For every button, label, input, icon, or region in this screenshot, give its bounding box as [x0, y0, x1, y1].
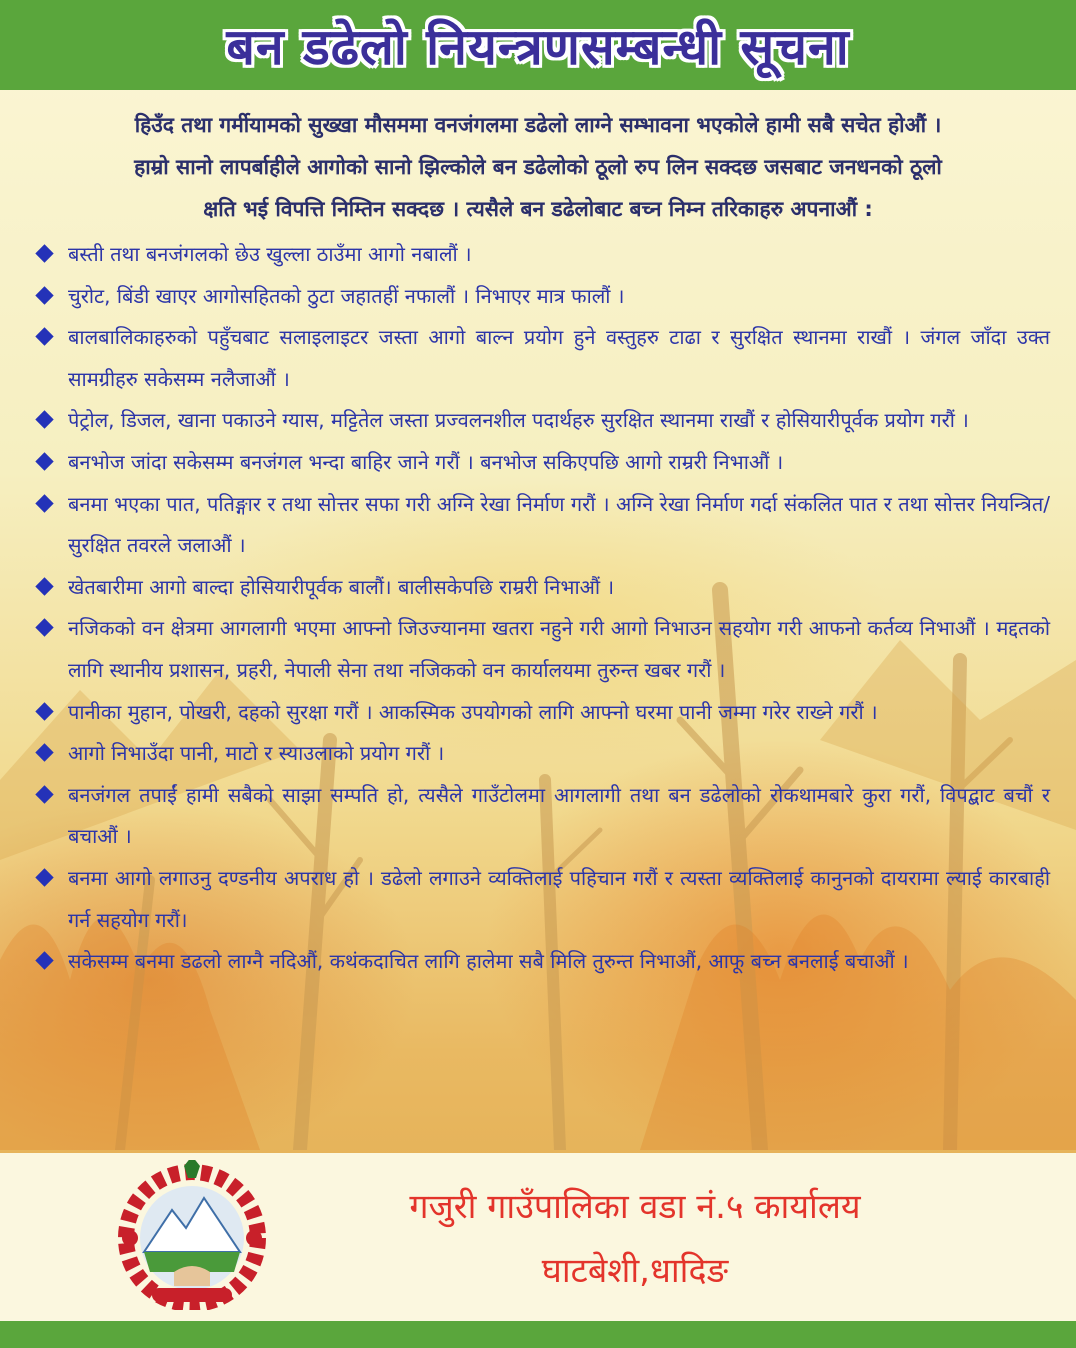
- list-item: [36, 442, 1050, 484]
- list-item: [36, 775, 1050, 858]
- diamond-bullet-icon: [35, 951, 53, 969]
- diamond-bullet-icon: [35, 244, 53, 262]
- diamond-bullet-icon: [35, 286, 53, 304]
- list-item: [36, 608, 1050, 691]
- diamond-bullet-icon: [35, 411, 53, 429]
- intro-line: हिउँद तथा गर्मीयामको सुख्खा मौसममा वनजंगलमा डढेलो लाग्ने सम्भावना भएकोले हामी सबै सचेत होऔं ।: [134, 113, 942, 137]
- list-item-text: नजिकको वन क्षेत्रमा आगलागी भएमा आफ्नो जिउज्यानमा खतरा नहुने गरी आगो निभाउन सहयोग गरी आफनो कर्तव्य निभाऔं । मद्दतको लागि स्थानीय प्रशासन, प्रहरी, नेपाली सेना तथा नजिकको वन कार्यालयमा तुरुन्त खबर गरौं ।: [68, 616, 1050, 682]
- list-item-text: बनजंगल तपाईं हामी सबैको साझा सम्पति हो, त्यसैले गाउँटोलमा आगलागी तथा बन डढेलोको रोकथामबारे कुरा गरौं, विपद्बाट बचौं र बचाऔं ।: [68, 782, 1050, 849]
- diamond-bullet-icon: [35, 619, 53, 637]
- intro-line: क्षति भई विपत्ति निम्तिन सक्दछ । त्यसैले बन डढेलोबाट बच्न निम्न तरिकाहरु अपनाऔं :: [203, 197, 873, 221]
- list-item: [36, 941, 1050, 983]
- safety-tips-list: [36, 234, 1050, 983]
- diamond-bullet-icon: [35, 743, 53, 761]
- list-item-text: बनभोज जांदा सकेसम्म बनजंगल भन्दा बाहिर जाने गरौं । बनभोज सकिएपछि आगो राम्ररी निभाऔं ।: [68, 449, 784, 474]
- nepal-government-emblem-icon: [112, 1160, 272, 1310]
- list-item-text: बालबालिकाहरुको पहुँचबाट सलाइलाइटर जस्ता आगो बाल्न प्रयोग हुने वस्तुहरु टाढा र सुरक्षित स्थानमा राखौं । जंगल जाँदा उक्त सामग्रीहरु सकेसम्म नलैजाऔं ।: [68, 325, 1050, 391]
- list-item-text: पानीका मुहान, पोखरी, दहको सुरक्षा गरौं । आकस्मिक उपयोगको लागि आफ्नो घरमा पानी जम्मा गरेर राख्ने गरौं ।: [68, 699, 878, 724]
- office-name: गजुरी गाउँपालिका वडा नं.५ कार्यालय: [409, 1187, 861, 1227]
- diamond-bullet-icon: [35, 494, 53, 512]
- diamond-bullet-icon: [35, 327, 53, 345]
- list-item: [36, 400, 1050, 442]
- intro-line: हाम्रो सानो लापर्बाहीले आगोको सानो झिल्कोले बन डढेलोको ठूलो रुप लिन सक्दछ जसबाट जनधनको ठूलो: [134, 155, 942, 179]
- list-item-text: सकेसम्म बनमा डढलो लाग्नै नदिऔं, कथंकदाचित लागि हालेमा सबै मिलि तुरुन्त निभाऔं, आफू बच्न बनलाई बचाऔं ।: [68, 949, 909, 974]
- diamond-bullet-icon: [35, 702, 53, 720]
- diamond-bullet-icon: [35, 577, 53, 595]
- list-item-text: बनमा भएका पात, पतिङ्गार र तथा सोत्तर सफा गरी अग्नि रेखा निर्माण गरौं । अग्नि रेखा निर्माण गर्दा संकलित पात र तथा सोत्तर नियन्त्रित/सुरक्षित तवरले जलाऔं ।: [68, 491, 1050, 558]
- list-item: [36, 317, 1050, 400]
- list-item: [36, 858, 1050, 941]
- list-item-text: खेतबारीमा आगो बाल्दा होसियारीपूर्वक बालौं। बालीसकेपछि राम्ररी निभाऔं ।: [68, 574, 615, 599]
- office-location: घाटबेशी,धादिङ: [541, 1251, 729, 1291]
- intro-paragraph: [34, 104, 1042, 230]
- list-item-text: पेट्रोल, डिजल, खाना पकाउने ग्यास, मट्टितेल जस्ता प्रज्वलनशील पदार्थहरु सुरक्षित स्थानमा राखौं र होसियारीपूर्वक प्रयोग गरौं ।: [68, 408, 969, 433]
- list-item: [36, 484, 1050, 567]
- list-item: [36, 692, 1050, 734]
- notice-title: बन डढेलो नियन्त्रणसम्बन्धी सूचना: [226, 18, 850, 76]
- list-item-text: बस्ती तथा बनजंगलको छेउ खुल्ला ठाउँमा आगो नबालौं ।: [68, 242, 472, 266]
- diamond-bullet-icon: [35, 785, 53, 803]
- list-item-text: बनमा आगो लगाउनु दण्डनीय अपराध हो । डढेलो लगाउने व्यक्तिलाई पहिचान गरौं र त्यस्ता व्यक्तिलाई कानुनको दायरामा ल्याई कारबाही गर्न सहयोग गरौं।: [68, 865, 1050, 932]
- list-item: [36, 567, 1050, 609]
- footer-bar: [0, 1321, 1076, 1348]
- list-item: [36, 276, 1050, 318]
- list-item-text: आगो निभाउँदा पानी, माटो र स्याउलाको प्रयोग गरौं ।: [68, 741, 445, 766]
- list-item: [36, 733, 1050, 775]
- diamond-bullet-icon: [35, 868, 53, 886]
- list-item-text: चुरोट, बिंडी खाएर आगोसहितको ठुटा जहातहीं नफालौं । निभाएर मात्र फालौं ।: [68, 283, 625, 308]
- diamond-bullet-icon: [35, 452, 53, 470]
- list-item: [36, 234, 1050, 276]
